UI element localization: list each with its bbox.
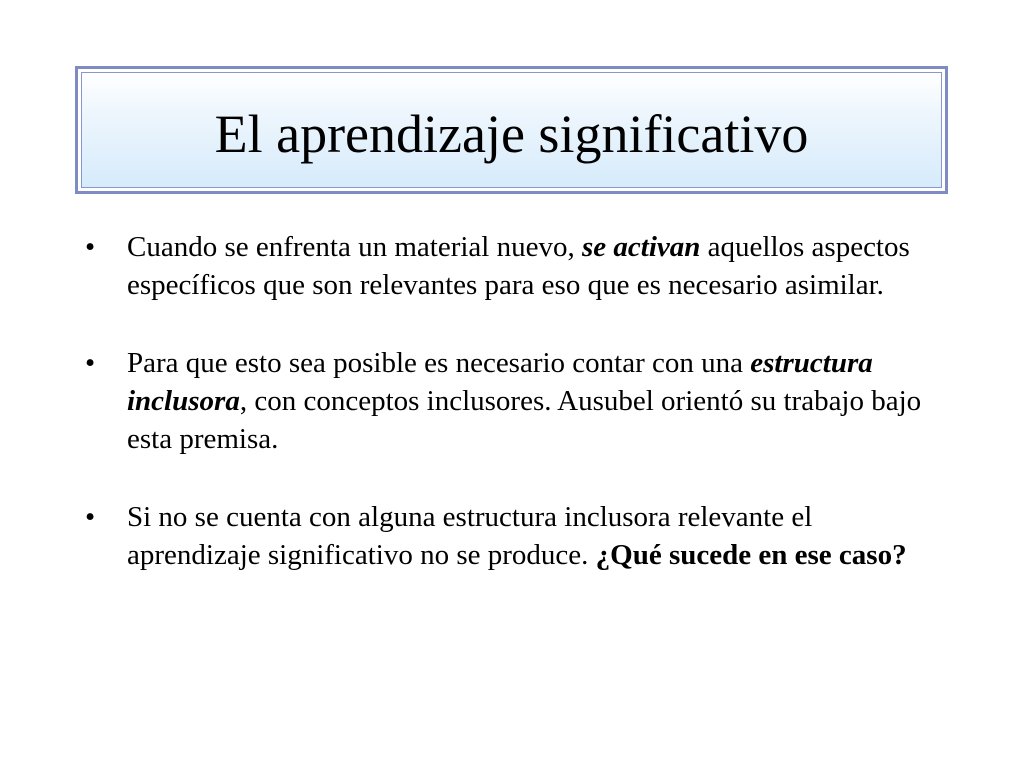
bullet-1-text: Cuando se enfrenta un material nuevo, [127,231,582,263]
bullet-1-emphasis: se activan [581,231,701,263]
bullet-2-text: Para que esto sea posible es necesario contar con una [127,347,751,379]
bullet-1-text-cont: aquellos aspectos específicos que son relevantes para eso que es necesario asimilar. [127,231,910,301]
bullet-marker: • [85,501,96,533]
bullet-item-1 [85,228,945,304]
bullet-marker: • [85,231,96,263]
bullet-3-question: ¿Qué sucede en ese caso? [595,539,907,571]
title-box [75,66,948,194]
bullet-3-text: Si no se cuenta con alguna estructura inclusora relevante el aprendizaje significativo no se produce. [127,501,813,571]
bullet-2-emphasis: estructura inclusora [127,347,873,417]
title-background [81,72,942,188]
bullet-item-2 [85,344,945,458]
bullet-marker: • [85,347,96,379]
bullet-list [85,228,945,614]
slide-title: El aprendizaje significativo [214,104,809,164]
bullet-2-text-cont: , con conceptos inclusores. Ausubel orientó su trabajo bajo esta premisa. [127,385,922,455]
bullet-item-3 [85,498,945,574]
